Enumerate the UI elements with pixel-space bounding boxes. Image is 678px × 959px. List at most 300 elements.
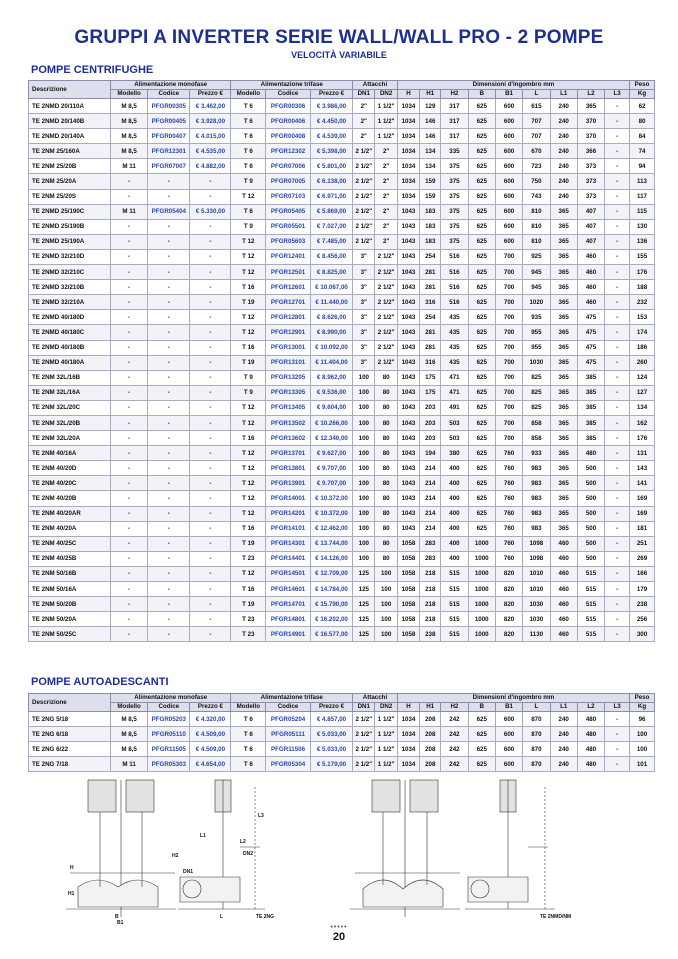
table-cell: 460: [550, 582, 577, 597]
header-trifase: Alimentazione trifase: [231, 81, 353, 90]
table-cell: 723: [523, 159, 550, 174]
table-cell: T 19: [231, 597, 266, 612]
table-cell: 435: [441, 325, 468, 340]
table-row: [29, 219, 655, 234]
table-cell: 365: [550, 461, 577, 476]
table-cell: 238: [630, 597, 655, 612]
table-cell: -: [605, 355, 630, 370]
table-cell: PFGR12801: [266, 310, 311, 325]
table-cell: 365: [550, 325, 577, 340]
table-cell: PFGR07103: [266, 189, 311, 204]
table-cell: 155: [630, 249, 655, 264]
table-cell: -: [190, 234, 231, 249]
table-cell: PFGR14301: [266, 536, 311, 551]
page-subtitle: VELOCITÀ VARIABILE: [291, 50, 387, 60]
table-cell: 400: [441, 476, 468, 491]
table-cell: 188: [630, 280, 655, 295]
table-cell: 743: [523, 189, 550, 204]
header-b1: B1: [495, 703, 522, 712]
row-description: TE 2NM 40/25C: [29, 536, 111, 551]
table-cell: 600: [495, 144, 522, 159]
table-cell: 625: [468, 476, 495, 491]
table-cell: 625: [468, 521, 495, 536]
dim-label-dn2: DN2: [243, 851, 254, 857]
table-cell: 143: [630, 461, 655, 476]
table-cell: -: [605, 612, 630, 627]
header-l3: L3: [605, 90, 630, 99]
table-cell: -: [190, 415, 231, 430]
table-cell: 218: [420, 597, 441, 612]
table-cell: 625: [468, 219, 495, 234]
table-cell: -: [110, 355, 147, 370]
table-cell: 100: [353, 536, 375, 551]
table-row: [29, 521, 655, 536]
table-cell: 480: [577, 446, 604, 461]
table-cell: 700: [495, 415, 522, 430]
table-cell: -: [190, 280, 231, 295]
table-centrifughe: [28, 80, 655, 642]
table-cell: 700: [495, 355, 522, 370]
table-cell: 316: [420, 295, 441, 310]
table-cell: 94: [630, 159, 655, 174]
table-cell: T 6: [231, 144, 266, 159]
table-cell: € 4.535,00: [190, 144, 231, 159]
table-cell: -: [605, 114, 630, 129]
table-cell: -: [148, 295, 190, 310]
table-cell: 925: [523, 249, 550, 264]
table-cell: 1020: [523, 295, 550, 310]
table-cell: 232: [630, 295, 655, 310]
table-cell: 365: [550, 340, 577, 355]
table-cell: 80: [375, 431, 397, 446]
table-cell: 500: [577, 506, 604, 521]
table-cell: 115: [630, 204, 655, 219]
table-cell: PFGR05111: [266, 727, 311, 742]
table-cell: 475: [577, 310, 604, 325]
table-cell: 1030: [523, 612, 550, 627]
table-cell: 1043: [397, 219, 419, 234]
table-cell: -: [605, 219, 630, 234]
table-cell: -: [148, 265, 190, 280]
row-description: TE 2NMD 32/210C: [29, 265, 111, 280]
table-cell: 101: [630, 757, 655, 772]
table-cell: 515: [577, 566, 604, 581]
table-cell: -: [190, 355, 231, 370]
table-cell: 2 1/2": [375, 295, 397, 310]
table-row: [29, 385, 655, 400]
table-cell: -: [148, 446, 190, 461]
table-cell: 2": [375, 159, 397, 174]
row-description: TE 2NM 25/20S: [29, 189, 111, 204]
table-cell: -: [190, 340, 231, 355]
table-cell: 400: [441, 551, 468, 566]
table-cell: -: [605, 597, 630, 612]
table-cell: 365: [550, 431, 577, 446]
table-cell: -: [190, 582, 231, 597]
row-description: TE 2NMD 32/210D: [29, 249, 111, 264]
table-row: [29, 370, 655, 385]
table-cell: 760: [495, 446, 522, 461]
table-cell: 760: [495, 461, 522, 476]
table-cell: 820: [495, 566, 522, 581]
table-cell: 80: [375, 415, 397, 430]
table-cell: 760: [495, 476, 522, 491]
table-cell: 435: [441, 340, 468, 355]
table-row: [29, 99, 655, 114]
table-cell: 125: [353, 627, 375, 642]
table-cell: 1000: [468, 597, 495, 612]
table-cell: 365: [550, 204, 577, 219]
header-h: H: [397, 703, 419, 712]
table-cell: 460: [550, 597, 577, 612]
table-cell: 700: [495, 249, 522, 264]
table-cell: -: [110, 597, 147, 612]
table-cell: 2": [353, 114, 375, 129]
table-cell: 600: [495, 189, 522, 204]
table-cell: 435: [441, 355, 468, 370]
table-cell: 375: [441, 219, 468, 234]
table-cell: 760: [495, 491, 522, 506]
table-cell: 117: [630, 189, 655, 204]
table-cell: 600: [495, 99, 522, 114]
drawing-side-left: [178, 780, 265, 909]
table-cell: PFGR14401: [266, 551, 311, 566]
table-cell: -: [605, 476, 630, 491]
table-cell: 460: [577, 280, 604, 295]
table-cell: € 5.179,00: [310, 757, 352, 772]
table-cell: 254: [420, 310, 441, 325]
row-description: TE 2NG 7/18: [29, 757, 111, 772]
table-cell: 316: [420, 355, 441, 370]
table-cell: -: [190, 385, 231, 400]
table-cell: -: [110, 174, 147, 189]
table-cell: 810: [523, 204, 550, 219]
header-b: B: [468, 703, 495, 712]
table-cell: 820: [495, 582, 522, 597]
table-cell: 269: [630, 551, 655, 566]
table-row: [29, 249, 655, 264]
table-cell: 625: [468, 415, 495, 430]
row-description: TE 2NMD 40/180C: [29, 325, 111, 340]
table-cell: 214: [420, 491, 441, 506]
table-cell: 2": [353, 99, 375, 114]
table-cell: PFGR12601: [266, 280, 311, 295]
table-cell: M 8,5: [110, 129, 147, 144]
table-row: [29, 727, 655, 742]
table-cell: -: [605, 491, 630, 506]
table-cell: PFGR14601: [266, 582, 311, 597]
table-cell: -: [605, 295, 630, 310]
table-cell: 283: [420, 551, 441, 566]
table-cell: -: [605, 310, 630, 325]
table-cell: 600: [495, 742, 522, 757]
table-cell: 3": [353, 295, 375, 310]
header-l: L: [523, 90, 550, 99]
table-cell: -: [190, 325, 231, 340]
table-cell: 1058: [397, 566, 419, 581]
table-cell: M 8,5: [110, 712, 147, 727]
table-cell: 375: [441, 234, 468, 249]
table-cell: 625: [468, 727, 495, 742]
table-cell: -: [148, 476, 190, 491]
table-cell: 625: [468, 265, 495, 280]
table-cell: T 12: [231, 461, 266, 476]
table-cell: T 12: [231, 265, 266, 280]
table-cell: 600: [495, 174, 522, 189]
table-cell: -: [148, 280, 190, 295]
table-cell: -: [148, 249, 190, 264]
table-cell: € 14.126,00: [310, 551, 352, 566]
table-row: [29, 742, 655, 757]
table-cell: 1043: [397, 204, 419, 219]
table-cell: 242: [441, 727, 468, 742]
header-codice-mono: Codice: [148, 703, 190, 712]
table-cell: 400: [441, 461, 468, 476]
table-row: [29, 506, 655, 521]
table-cell: -: [605, 461, 630, 476]
row-description: TE 2NMD 40/180B: [29, 340, 111, 355]
table-cell: 515: [441, 582, 468, 597]
table-cell: 625: [468, 174, 495, 189]
table-cell: 1043: [397, 310, 419, 325]
header-monofase: Alimentazione monofase: [110, 81, 230, 90]
table-cell: T 6: [231, 757, 266, 772]
table-cell: PFGR05110: [148, 727, 190, 742]
header-h: H: [397, 90, 419, 99]
table-cell: 1043: [397, 476, 419, 491]
table-cell: 825: [523, 370, 550, 385]
table-cell: -: [110, 551, 147, 566]
table-cell: 1043: [397, 506, 419, 521]
header-prezzo-tri: Prezzo €: [310, 703, 352, 712]
table-cell: -: [605, 129, 630, 144]
table-cell: 1043: [397, 325, 419, 340]
table-cell: 100: [375, 566, 397, 581]
table-cell: 1034: [397, 159, 419, 174]
table-cell: 113: [630, 174, 655, 189]
table-cell: 365: [550, 355, 577, 370]
table-cell: 500: [577, 536, 604, 551]
table-cell: € 8.456,00: [310, 249, 352, 264]
table-cell: 2": [353, 129, 375, 144]
table-cell: T 16: [231, 431, 266, 446]
table-cell: -: [605, 280, 630, 295]
table-cell: 365: [577, 99, 604, 114]
table-cell: T 12: [231, 415, 266, 430]
table-cell: -: [110, 400, 147, 415]
table-cell: 214: [420, 476, 441, 491]
table-row: [29, 400, 655, 415]
table-cell: PFGR07006: [266, 159, 311, 174]
table-cell: € 4.509,00: [190, 742, 231, 757]
table-cell: PFGR13502: [266, 415, 311, 430]
table-row: [29, 174, 655, 189]
table-cell: 214: [420, 461, 441, 476]
table-cell: 858: [523, 415, 550, 430]
table-cell: 2 1/2": [375, 249, 397, 264]
header-modello-mono: Modello: [110, 703, 147, 712]
table-cell: 750: [523, 174, 550, 189]
header-b: B: [468, 90, 495, 99]
table-cell: 1043: [397, 234, 419, 249]
table-row: [29, 265, 655, 280]
table-cell: -: [190, 400, 231, 415]
table-cell: PFGR11505: [148, 742, 190, 757]
table-row: [29, 712, 655, 727]
dim-label-b1: B1: [117, 920, 124, 926]
table-cell: T 12: [231, 400, 266, 415]
table-cell: 1034: [397, 144, 419, 159]
table-cell: -: [605, 627, 630, 642]
header-h1: H1: [420, 703, 441, 712]
table-row: [29, 234, 655, 249]
table-cell: 820: [495, 597, 522, 612]
table-row: [29, 355, 655, 370]
table-cell: 254: [420, 249, 441, 264]
table-row: [29, 280, 655, 295]
table-cell: 208: [420, 742, 441, 757]
table-cell: -: [605, 400, 630, 415]
drawing-label-right: TE 2NMD/NM: [540, 914, 572, 920]
table-cell: 370: [577, 129, 604, 144]
table-cell: -: [148, 219, 190, 234]
header-dn2: DN2: [375, 703, 397, 712]
table-cell: 858: [523, 431, 550, 446]
table-cell: PFGR13701: [266, 446, 311, 461]
table-cell: 625: [468, 370, 495, 385]
table-cell: 400: [441, 536, 468, 551]
table-cell: 700: [495, 295, 522, 310]
table-cell: -: [605, 159, 630, 174]
table-cell: PFGR13205: [266, 370, 311, 385]
table-cell: 500: [577, 476, 604, 491]
table-cell: 2 1/2": [375, 325, 397, 340]
table-cell: 1030: [523, 597, 550, 612]
table-cell: 1 1/2": [375, 99, 397, 114]
row-description: TE 2NG 6/22: [29, 742, 111, 757]
table-cell: € 12.340,00: [310, 431, 352, 446]
table-cell: -: [110, 566, 147, 581]
table-cell: 625: [468, 204, 495, 219]
table-cell: -: [110, 370, 147, 385]
table-cell: 625: [468, 325, 495, 340]
table-cell: 471: [441, 385, 468, 400]
table-cell: 1058: [397, 551, 419, 566]
table-cell: 3": [353, 355, 375, 370]
table-cell: 2 1/2": [353, 189, 375, 204]
table-cell: -: [605, 385, 630, 400]
table-cell: -: [148, 506, 190, 521]
table-cell: 146: [420, 129, 441, 144]
table-cell: 475: [577, 340, 604, 355]
table-cell: PFGR13305: [266, 385, 311, 400]
table-cell: 625: [468, 114, 495, 129]
table-cell: 516: [441, 265, 468, 280]
header-peso: Peso: [630, 694, 655, 703]
table-cell: 625: [468, 129, 495, 144]
table-cell: 503: [441, 415, 468, 430]
table-cell: 169: [630, 491, 655, 506]
table-cell: 515: [441, 627, 468, 642]
header-l1: L1: [550, 90, 577, 99]
table-cell: 129: [420, 99, 441, 114]
header-attacchi: Attacchi: [353, 694, 398, 703]
table-cell: -: [605, 431, 630, 446]
table-cell: T 6: [231, 129, 266, 144]
table-cell: -: [110, 491, 147, 506]
table-cell: 1034: [397, 757, 419, 772]
table-cell: -: [605, 415, 630, 430]
table-cell: 3": [353, 340, 375, 355]
row-description: TE 2NMD 20/110A: [29, 99, 111, 114]
table-cell: 480: [577, 757, 604, 772]
table-cell: -: [148, 461, 190, 476]
table-cell: 365: [550, 280, 577, 295]
table-cell: -: [190, 446, 231, 461]
table-cell: 300: [630, 627, 655, 642]
table-cell: -: [190, 476, 231, 491]
row-description: TE 2NM 40/20A: [29, 521, 111, 536]
table-cell: T 12: [231, 249, 266, 264]
table-cell: 174: [630, 325, 655, 340]
table-cell: 820: [495, 612, 522, 627]
table-cell: 870: [523, 742, 550, 757]
table-cell: 100: [353, 446, 375, 461]
table-cell: 373: [577, 174, 604, 189]
table-cell: 2": [375, 204, 397, 219]
table-cell: -: [190, 521, 231, 536]
table-cell: 625: [468, 249, 495, 264]
table-cell: -: [605, 189, 630, 204]
table-cell: € 11.440,00: [310, 295, 352, 310]
table-cell: € 16.202,00: [310, 612, 352, 627]
table-cell: 2 1/2": [353, 742, 375, 757]
row-description: TE 2NM 50/16B: [29, 566, 111, 581]
table-cell: T 16: [231, 280, 266, 295]
table-cell: 3": [353, 280, 375, 295]
table-cell: € 3.986,00: [310, 99, 352, 114]
table-cell: 625: [468, 280, 495, 295]
table-cell: 373: [577, 189, 604, 204]
table-cell: 2 1/2": [375, 265, 397, 280]
table-cell: -: [190, 249, 231, 264]
row-description: TE 2NM 50/16A: [29, 582, 111, 597]
table-cell: T 16: [231, 340, 266, 355]
table-cell: 2 1/2": [353, 727, 375, 742]
dim-label-h: H: [70, 865, 74, 871]
row-description: TE 2NM 25/160A: [29, 144, 111, 159]
table-cell: 460: [550, 551, 577, 566]
table-cell: 516: [441, 249, 468, 264]
table-cell: € 4.539,00: [310, 129, 352, 144]
table-cell: -: [110, 295, 147, 310]
footer-dots: •••••: [330, 924, 348, 931]
table-cell: € 7.485,00: [310, 234, 352, 249]
table-cell: -: [605, 370, 630, 385]
table-cell: 475: [577, 355, 604, 370]
table-row: [29, 536, 655, 551]
table-cell: 373: [577, 159, 604, 174]
row-description: TE 2NM 32L/20C: [29, 400, 111, 415]
table-cell: 503: [441, 431, 468, 446]
table-cell: 125: [353, 612, 375, 627]
table-cell: 491: [441, 400, 468, 415]
table-cell: -: [110, 476, 147, 491]
table-cell: 162: [630, 415, 655, 430]
table-row: [29, 461, 655, 476]
table-cell: € 12.462,00: [310, 521, 352, 536]
table-cell: -: [148, 491, 190, 506]
